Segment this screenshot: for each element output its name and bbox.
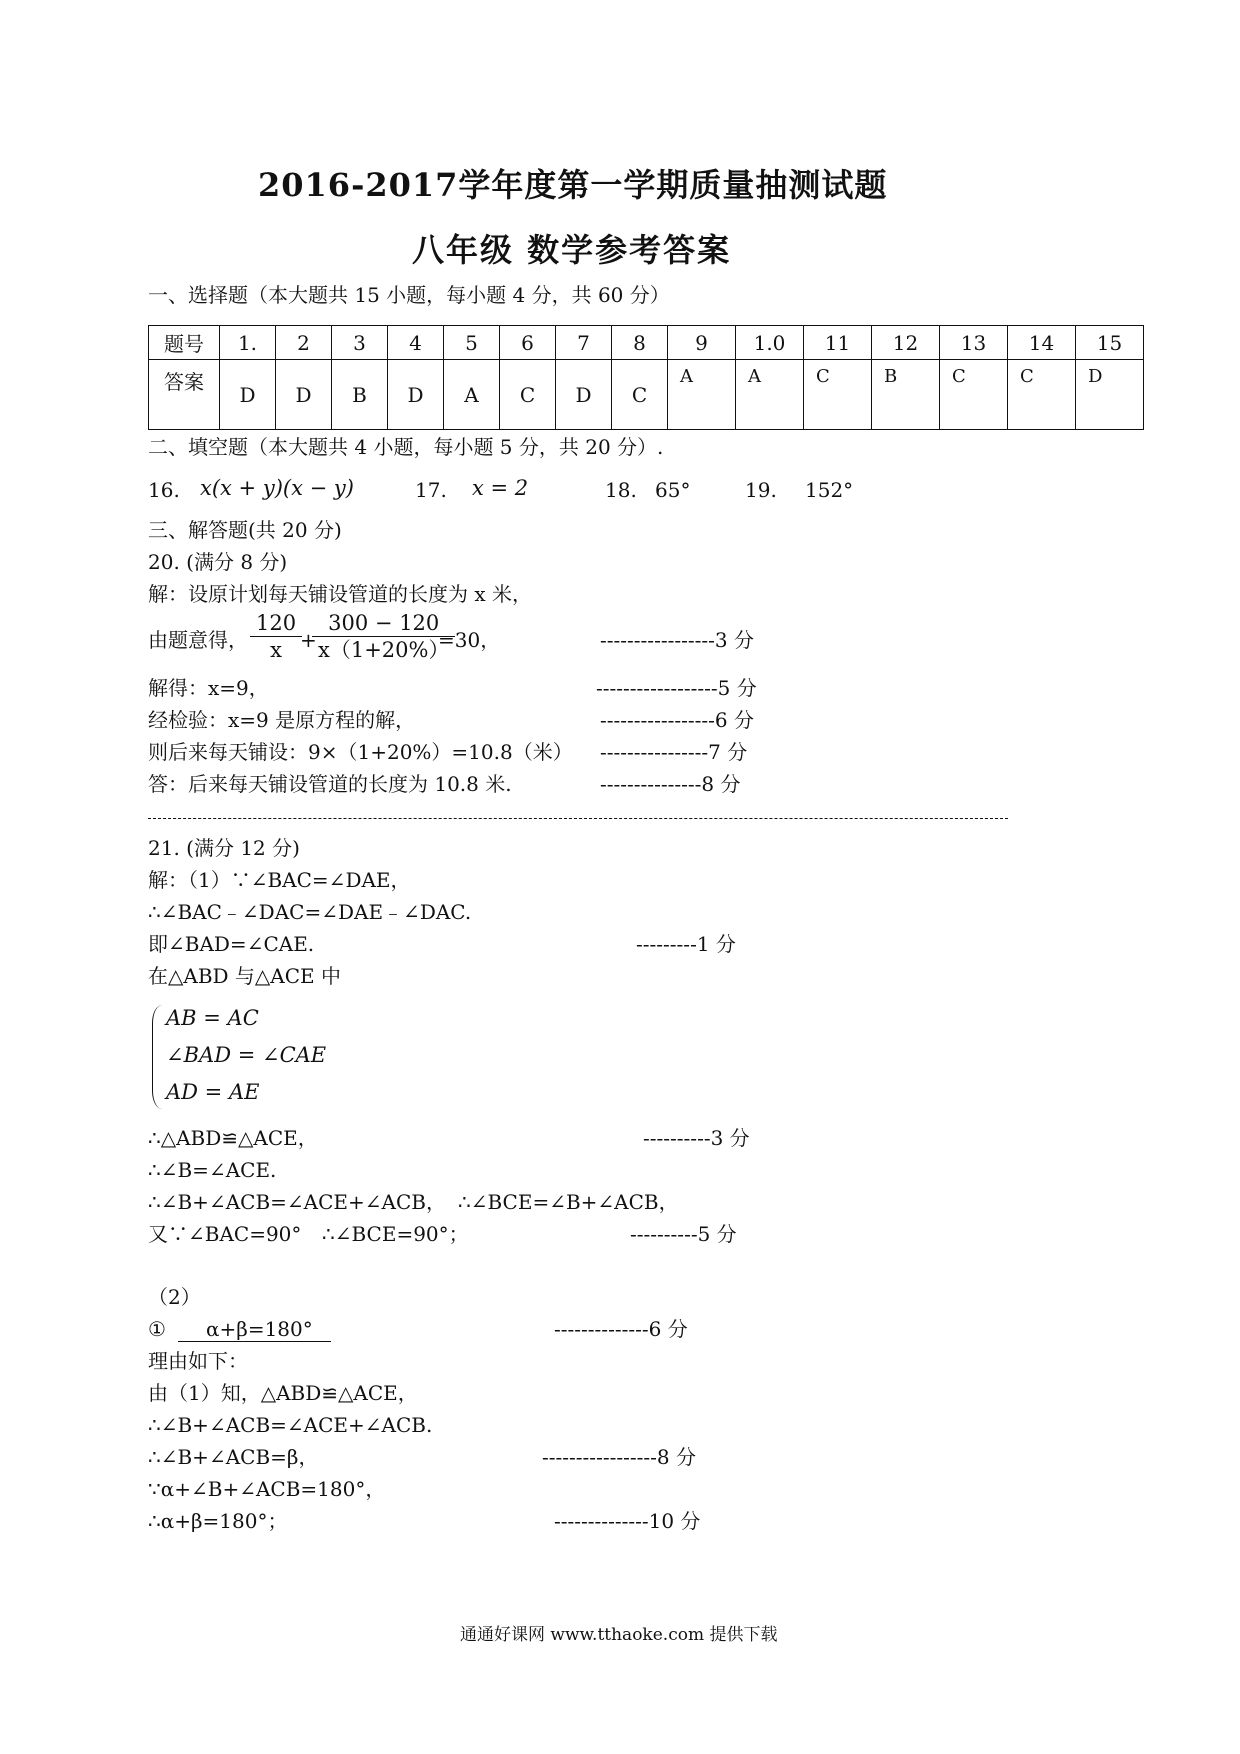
q-answer: C [612,360,668,430]
q-answer: D [1076,360,1144,430]
q-answer: A [444,360,500,430]
q-answer: C [1008,360,1076,430]
q21-reason-line5: ∴α+β=180°； [148,1509,288,1533]
q20-fraction-1 [250,610,302,663]
fill-item-19-answer: 152° [805,478,854,502]
page-subtitle: 八年级 数学参考答案 [412,231,732,269]
q-answer: D [556,360,612,430]
q20-frac1-denominator: x [250,636,302,663]
table-label-answer: 答案 [149,360,220,430]
table-label-number: 题号 [149,326,220,360]
q20-line3: 解得：x=9， [148,676,269,700]
section3-heading: 三、解答题(共 20 分) [148,518,342,542]
q-number: 11 [804,326,872,360]
q21-reason-line5-score: --------------10 分 [554,1509,701,1533]
q-number: 7 [556,326,612,360]
q21-line7b: ∴∠BCE=∠B+∠ACB， [458,1190,679,1214]
q20-line4-score: -----------------6 分 [600,708,754,732]
q-answer: C [804,360,872,430]
q21-conclusion-text: α+β=180° [178,1317,331,1342]
q-answer: A [736,360,804,430]
fill-item-17-answer: x = 2 [472,476,529,500]
q21-part2-label: （2） [148,1285,201,1309]
q-number: 15 [1076,326,1144,360]
q-answer: A [668,360,736,430]
q21-line5: ∴△ABD≌△ACE， [148,1126,318,1150]
fill-item-19-number: 19. [745,478,777,502]
footer-text: 通通好课网 www.tthaoke.com 提供下载 [460,1625,778,1645]
q-number: 5 [444,326,500,360]
q21-system-eq3: AD = AE [166,1080,260,1104]
section1-heading: 一、选择题（本大题共 15 小题，每小题 4 分，共 60 分） [148,283,670,307]
q21-system-eq1: AB = AC [166,1006,259,1030]
page-title: 2016-2017学年度第一学期质量抽测试题 [258,166,888,204]
q20-frac1-numerator: 120 [256,611,297,635]
q-number: 3 [332,326,388,360]
q21-reason-line2: ∴∠B+∠ACB=∠ACE+∠ACB. [148,1413,433,1437]
q20-line4: 经检验：x=9 是原方程的解， [148,708,416,732]
fill-item-16-answer: x(x + y)(x − y) [200,476,354,500]
q20-line5: 则后来每天铺设：9×（1+20%）=10.8（米） [148,740,573,764]
q-answer: C [940,360,1008,430]
q-answer: B [872,360,940,430]
q21-reason-line1: 由（1）知，△ABD≌△ACE， [148,1381,418,1405]
q21-line4: 在△ABD 与△ACE 中 [148,964,341,988]
q21-line3: 即∠BAD=∠CAE. [148,932,315,956]
q20-eq-score: -----------------3 分 [600,628,754,652]
q-number: 1.0 [736,326,804,360]
q20-title: 20. (满分 8 分) [148,550,288,574]
q21-reason-line4: ∵α+∠B+∠ACB=180°， [148,1477,386,1501]
fill-item-17-number: 17. [415,478,447,502]
q21-line6: ∴∠B=∠ACE. [148,1158,277,1182]
q20-line1: 解：设原计划每天铺设管道的长度为 x 米， [148,582,532,606]
answer-table [148,325,1144,430]
q21-conclusion-mark: ① [148,1317,166,1341]
q-answer: D [220,360,276,430]
q21-reason-heading: 理由如下： [148,1349,248,1373]
q20-line6-score: ---------------8 分 [600,772,741,796]
q-number: 12 [872,326,940,360]
q20-line3-score: ------------------5 分 [596,676,757,700]
q-number: 1. [220,326,276,360]
q20-plus-sign: + [300,628,317,652]
q-answer: D [276,360,332,430]
q21-reason-line3: ∴∠B+∠ACB=β， [148,1445,319,1469]
fill-item-18-answer: 65° [655,478,691,502]
section2-heading: 二、填空题（本大题共 4 小题，每小题 5 分，共 20 分）. [148,435,664,459]
q21-line7a: ∴∠B+∠ACB=∠ACE+∠ACB， [148,1190,446,1214]
q20-line6: 答：后来每天铺设管道的长度为 10.8 米. [148,772,512,796]
q-number: 8 [612,326,668,360]
q20-eq-prefix: 由题意得， [148,628,248,652]
q20-eq-suffix: =30， [438,628,501,652]
q21-title: 21. (满分 12 分) [148,836,300,860]
q21-line3-score: ---------1 分 [636,932,736,956]
q20-frac2-denominator: x（1+20%） [312,636,455,663]
table-row-numbers [149,326,1144,360]
fill-item-18-number: 18. [605,478,637,502]
q-answer: C [500,360,556,430]
q-answer: B [332,360,388,430]
q20-line5-score: ----------------7 分 [600,740,748,764]
q21-line8a: 又∵∠BAC=90° [148,1222,302,1246]
table-row-answers [149,360,1144,430]
q-number: 13 [940,326,1008,360]
q21-line1: 解：（1）∵∠BAC=∠DAE， [148,868,411,892]
q21-line8-score: ----------5 分 [630,1222,737,1246]
separator-dashed-line [148,818,1008,819]
q20-fraction-2 [312,610,455,663]
q21-system-eq2: ∠BAD = ∠CAE [166,1043,327,1067]
q21-line2: ∴∠BAC﹣∠DAC=∠DAE﹣∠DAC. [148,900,472,924]
q-number: 4 [388,326,444,360]
q21-conclusion-answer [178,1317,331,1342]
q20-frac2-numerator: 300 − 120 [328,611,440,635]
q21-reason-line3-score: -----------------8 分 [542,1445,696,1469]
equation-system-brace [152,1005,163,1109]
q-number: 6 [500,326,556,360]
q21-line5-score: ----------3 分 [643,1126,750,1150]
q21-conclusion-score: --------------6 分 [554,1317,688,1341]
fill-item-16-number: 16. [148,478,180,502]
q-number: 9 [668,326,736,360]
q21-line8b: ∴∠BCE=90°； [322,1222,469,1246]
q-number: 14 [1008,326,1076,360]
q-answer: D [388,360,444,430]
q-number: 2 [276,326,332,360]
